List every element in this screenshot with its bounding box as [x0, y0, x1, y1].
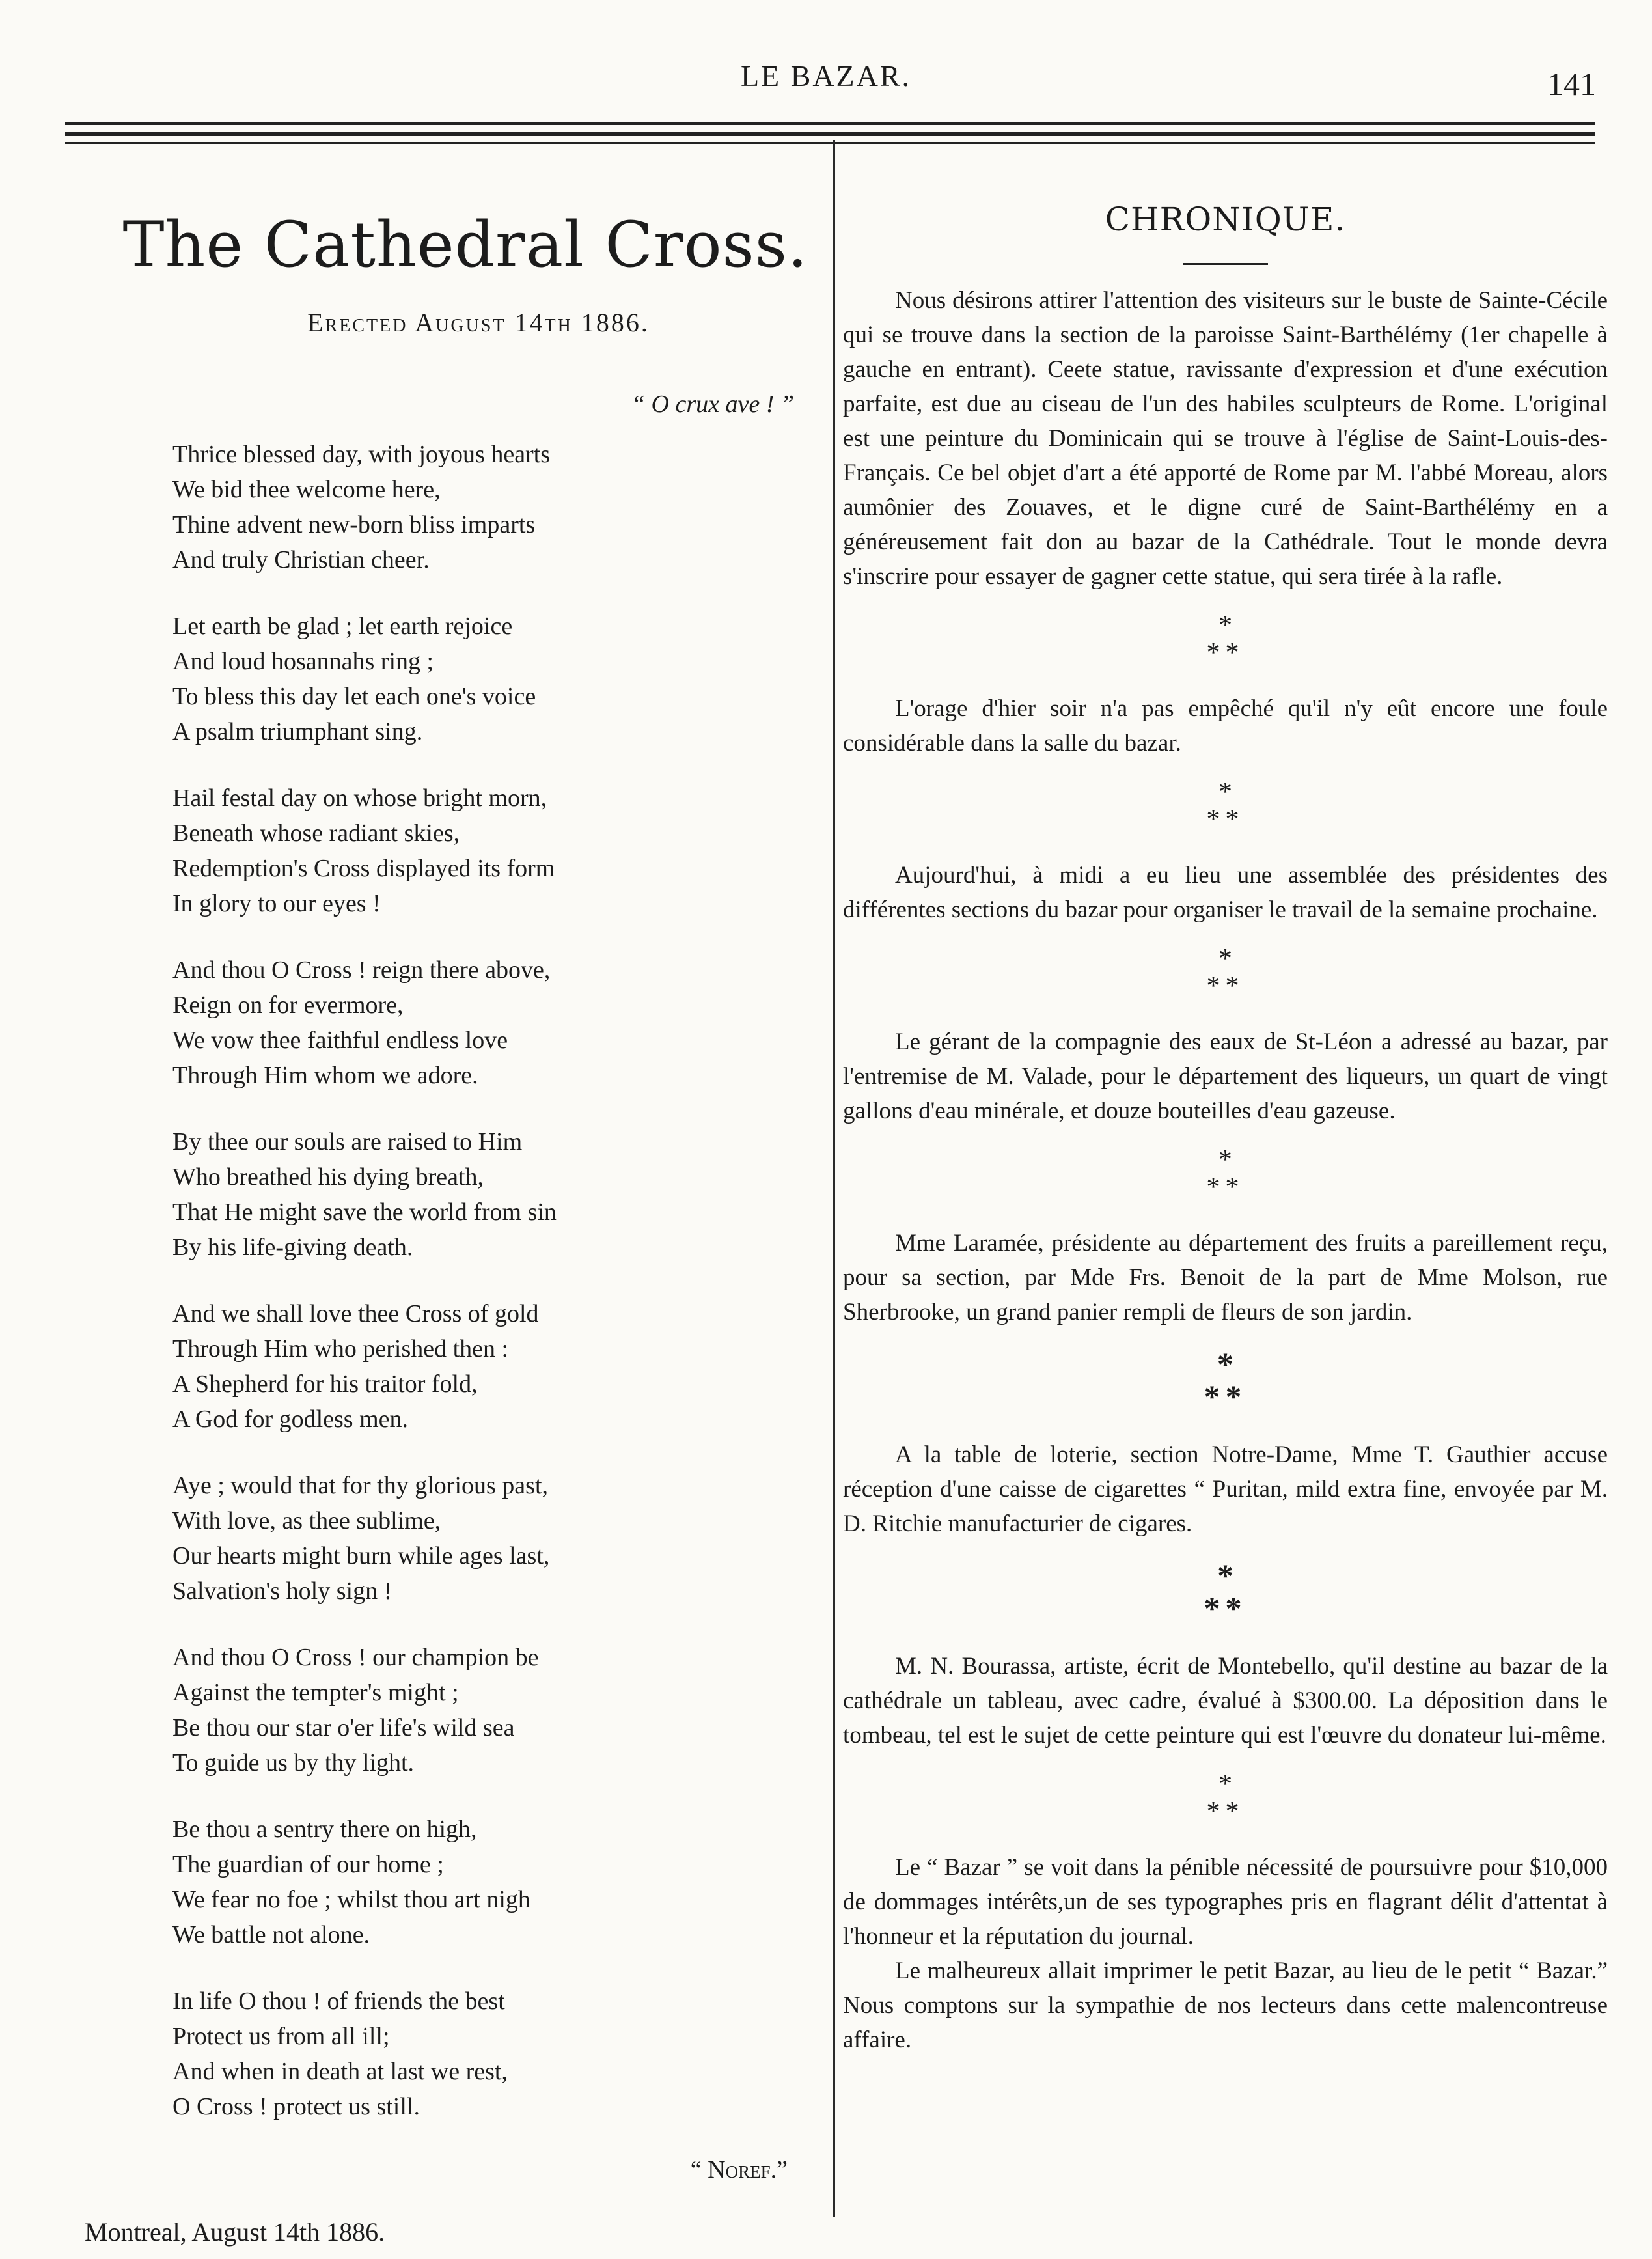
- asterism-bottom: **: [1206, 805, 1245, 835]
- poem-line: That He might save the world from sin: [172, 1199, 557, 1226]
- poem-stanza: [172, 1984, 814, 2124]
- poem-line: By his life-giving death.: [172, 1234, 413, 1261]
- poem-line: Who breathed his dying breath,: [172, 1163, 484, 1191]
- poem-line: And when in death at last we rest,: [172, 2058, 508, 2085]
- poem-line: Reign on for evermore,: [172, 991, 404, 1019]
- poem-stanza: [172, 952, 814, 1093]
- poem-stanza: [172, 1296, 814, 1437]
- asterism-top: *: [1217, 1557, 1233, 1594]
- poem-line: And thou O Cross ! reign there above,: [172, 956, 551, 984]
- poem-line: And truly Christian cheer.: [172, 546, 430, 574]
- poem-line: Thine advent new-born bliss imparts: [172, 511, 536, 538]
- chronique-paragraph: M. N. Bourassa, artiste, écrit de Montebello, qu'il destine au bazar de la cathédrale un tableau, avec cadre, évalué à $300.00. La déposition dans le tombeau, tel est le sujet de cette peinture qui est l'œuvre du donateur lui-même.: [843, 1653, 1608, 1749]
- poem-line: A Shepherd for his traitor fold,: [172, 1370, 478, 1398]
- header-rule: [65, 132, 1595, 136]
- poem-stanza: [172, 781, 814, 921]
- poem-line: Protect us from all ill;: [172, 2023, 390, 2050]
- poem-line: O Cross ! protect us still.: [172, 2093, 420, 2120]
- poem-line: We vow thee faithful endless love: [172, 1027, 508, 1054]
- chronique-paragraph: Mme Laramée, présidente au département des fruits a pareillement reçu, pour sa section, par Mde Frs. Benoit de la part de Mme Molson, rue Sherbrooke, un grand panier rempli de fleurs de son jardin.: [843, 1230, 1608, 1325]
- column-divider: [833, 140, 835, 2217]
- chronique-paragraph: L'orage d'hier soir n'a pas empêché qu'il n'y eût encore une foule considérable dans la salle du bazar.: [843, 695, 1608, 756]
- poem-line: Through Him who perished then :: [172, 1335, 509, 1363]
- chronique-body: [843, 283, 1608, 2057]
- poem-line: Be thou our star o'er life's wild sea: [172, 1714, 515, 1741]
- poem-line: Thrice blessed day, with joyous hearts: [172, 441, 551, 468]
- asterism-top: *: [1218, 1145, 1232, 1175]
- asterism-separator: [843, 612, 1608, 667]
- poem-stanzas: [78, 437, 814, 2124]
- chronique-paragraph: Nous désirons attirer l'attention des visiteurs sur le buste de Sainte-Cécile qui se trouve dans la section de la paroisse Saint-Barthélémy (1er chapelle à gauche en entrant). Ceete statue, ravissante d'expression et d'une exécution parfaite, est due au ciseau de l'un des habiles sculpteurs de Rome. L'original est une peinture du Dominicain qui se trouve à l'église de Saint-Louis-des-Français. Ce bel objet d'art a été apporté de Rome par M. l'abbé Moreau, alors aumônier des Zouaves, et le digne curé de Saint-Barthélémy en a généreusement fait don au bazar de la Cathédrale. Tout le monde devra s'inscrire pour essayer de gagner cette statue, qui sera tirée à la rafle.: [843, 287, 1608, 590]
- poem-line: And thou O Cross ! our champion be: [172, 1644, 539, 1671]
- poem-line: Aye ; would that for thy glorious past,: [172, 1472, 548, 1499]
- poem-line: Against the tempter's might ;: [172, 1679, 459, 1706]
- asterism-separator: [843, 1559, 1608, 1624]
- poem-epigraph: “ O crux ave ! ”: [631, 391, 794, 418]
- header-rule: [65, 142, 1595, 144]
- poem-line: Redemption's Cross displayed its form: [172, 855, 555, 882]
- page-header: [0, 0, 1652, 150]
- asterism-bottom: **: [1206, 1172, 1245, 1202]
- poem-line: To bless this day let each one's voice: [172, 683, 536, 710]
- poem-stanza: [172, 1468, 814, 1609]
- poem-line: We fear no foe ; whilst thou art nigh: [172, 1886, 530, 1913]
- chronique-title: CHRONIQUE.: [1105, 201, 1346, 238]
- poem-line: A God for godless men.: [172, 1406, 409, 1433]
- asterism-bottom: **: [1206, 638, 1245, 668]
- poem-stanza: [172, 437, 814, 577]
- poem-line: We battle not alone.: [172, 1921, 370, 1948]
- poem-dateline: Montreal, August 14th 1886.: [85, 2217, 385, 2247]
- poem-line: Let earth be glad ; let earth rejoice: [172, 613, 513, 640]
- asterism-bottom: **: [1206, 971, 1245, 1001]
- asterism-separator: [843, 1771, 1608, 1825]
- poem-stanza: [172, 1124, 814, 1265]
- chronique-paragraph: Le malheureux allait imprimer le petit Bazar, au lieu de le petit “ Bazar.” Nous comptons sur la sympathie de nos lecteurs dans cette malencontreuse affaire.: [843, 1958, 1608, 2053]
- page-number: 141: [1547, 66, 1596, 102]
- poem-line: Our hearts might burn while ages last,: [172, 1542, 550, 1570]
- poem-line: Beneath whose radiant skies,: [172, 820, 460, 847]
- poem-line: To guide us by thy light.: [172, 1749, 415, 1777]
- poem-line: And loud hosannahs ring ;: [172, 648, 434, 675]
- asterism-top: *: [1218, 1769, 1232, 1799]
- poem-stanza: [172, 1640, 814, 1781]
- chronique-paragraph: A la table de loterie, section Notre-Dame, Mme T. Gauthier accuse réception d'une caisse de cigarettes “ Puritan, mild extra fine, envoyée par M. D. Ritchie manufacturier de cigares.: [843, 1441, 1608, 1537]
- chronique-paragraph: Le “ Bazar ” se voit dans la pénible nécessité de poursuivre pour $10,000 de dommages intérêts,un de ses typographes pris en flagrant délit d'attentat à l'honneur et la réputation du journal.: [843, 1854, 1608, 1950]
- asterism-separator: [843, 779, 1608, 833]
- poem-line: The guardian of our home ;: [172, 1851, 444, 1878]
- header-rule: [65, 122, 1595, 125]
- chronique-paragraph: Aujourd'hui, à midi a eu lieu une assemblée des présidentes des différentes sections du bazar pour organiser le travail de la semaine prochaine.: [843, 862, 1608, 923]
- poem-line: Be thou a sentry there on high,: [172, 1816, 477, 1843]
- poem-stanza: [172, 1812, 814, 1952]
- asterism-top: *: [1217, 1346, 1233, 1382]
- poem-line: And we shall love thee Cross of gold: [172, 1300, 539, 1327]
- poem-line: Salvation's holy sign !: [172, 1577, 392, 1605]
- poem-subtitle: Erected August 14th 1886.: [307, 308, 650, 337]
- chronique-column: [843, 195, 1608, 2057]
- title-rule: [1183, 263, 1268, 265]
- masthead: LE BAZAR.: [740, 59, 912, 92]
- asterism-separator: [843, 1146, 1608, 1201]
- poem-signature: “ Noref.”: [690, 2156, 788, 2183]
- asterism-top: *: [1218, 777, 1232, 807]
- poem-line: By thee our souls are raised to Him: [172, 1128, 523, 1156]
- poem-title: The Cathedral Cross.: [122, 208, 808, 281]
- asterism-top: *: [1218, 611, 1232, 641]
- poem-line: Hail festal day on whose bright morn,: [172, 784, 547, 812]
- asterism-separator: [843, 1348, 1608, 1413]
- asterism-bottom: **: [1204, 1378, 1247, 1415]
- asterism-bottom: **: [1206, 1797, 1245, 1827]
- asterism-top: *: [1218, 944, 1232, 974]
- asterism-bottom: **: [1204, 1590, 1247, 1626]
- poem-line: A psalm triumphant sing.: [172, 718, 423, 745]
- poem-line: With love, as thee sublime,: [172, 1507, 441, 1534]
- chronique-paragraph: Le gérant de la compagnie des eaux de St-Léon a adressé au bazar, par l'entremise de M. Valade, pour le département des liqueurs, un quart de vingt gallons d'eau minérale, et douze bouteilles d'eau gazeuse.: [843, 1029, 1608, 1124]
- poem-line: Through Him whom we adore.: [172, 1062, 478, 1089]
- asterism-separator: [843, 945, 1608, 1000]
- poem-line: In life O thou ! of friends the best: [172, 1988, 505, 2015]
- poem-stanza: [172, 609, 814, 749]
- poem-line: In glory to our eyes !: [172, 890, 381, 917]
- poem-column: [78, 195, 814, 2247]
- poem-line: We bid thee welcome here,: [172, 476, 441, 503]
